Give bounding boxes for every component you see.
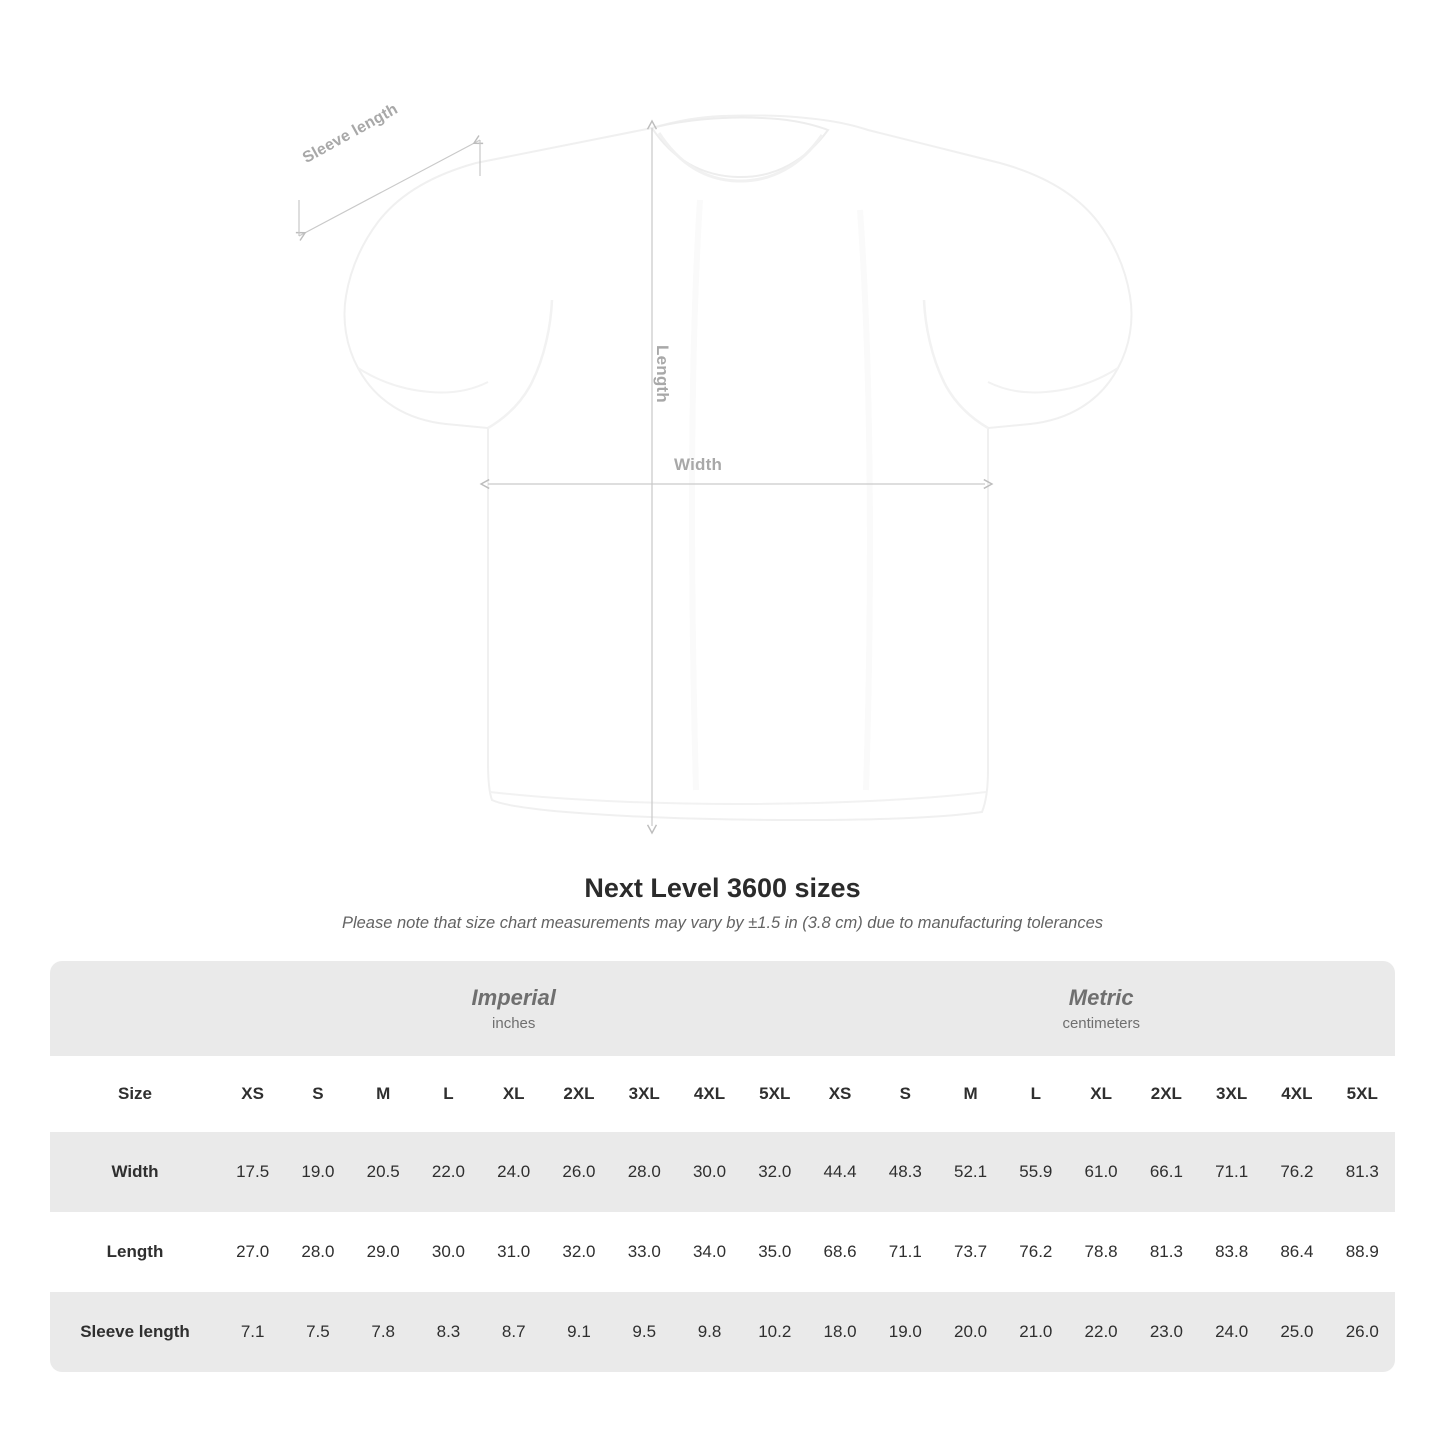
sleeve-m-metric: 20.0 [938,1292,1003,1372]
width-4xl-imperial: 30.0 [677,1132,742,1212]
size-cell-s-imperial: S [285,1056,350,1132]
table-row-sleeve-length [50,1292,1395,1372]
size-cell-s-metric: S [873,1056,938,1132]
size-cell-xl-metric: XL [1068,1056,1133,1132]
size-cell-3xl-metric: 3XL [1199,1056,1264,1132]
sleeve-l-imperial: 8.3 [416,1292,481,1372]
size-header-row [50,1056,1395,1132]
size-cell-2xl-metric: 2XL [1134,1056,1199,1132]
size-cell-3xl-imperial: 3XL [612,1056,677,1132]
sleeve-4xl-metric: 25.0 [1264,1292,1329,1372]
sleeve-5xl-imperial: 10.2 [742,1292,807,1372]
length-l-imperial: 30.0 [416,1212,481,1292]
size-cell-xl-imperial: XL [481,1056,546,1132]
length-m-metric: 73.7 [938,1212,1003,1292]
width-s-metric: 48.3 [873,1132,938,1212]
size-cell-xs-imperial: XS [220,1056,285,1132]
width-s-imperial: 19.0 [285,1132,350,1212]
unit-sub-metric: centimeters [1062,1014,1140,1032]
size-cell-xs-metric: XS [807,1056,872,1132]
row-label-length: Length [50,1212,220,1292]
unit-sub-imperial: inches [492,1014,536,1032]
unit-name-imperial: Imperial [471,985,556,1011]
size-cell-l-metric: L [1003,1056,1068,1132]
width-xs-metric: 44.4 [807,1132,872,1212]
unit-name-metric: Metric [1068,985,1134,1011]
length-label: Length [653,345,672,403]
sleeve-xl-imperial: 8.7 [481,1292,546,1372]
length-xl-imperial: 31.0 [481,1212,546,1292]
width-5xl-metric: 81.3 [1330,1132,1395,1212]
size-cell-2xl-imperial: 2XL [546,1056,611,1132]
length-l-metric: 76.2 [1003,1212,1068,1292]
size-cell-4xl-metric: 4XL [1264,1056,1329,1132]
sleeve-4xl-imperial: 9.8 [677,1292,742,1372]
width-m-imperial: 20.5 [351,1132,416,1212]
sleeve-2xl-imperial: 9.1 [546,1292,611,1372]
title-block [0,873,1445,933]
unit-header-imperial [220,961,807,1056]
sleeve-3xl-imperial: 9.5 [612,1292,677,1372]
row-label-size: Size [50,1056,220,1132]
length-xs-metric: 68.6 [807,1212,872,1292]
sleeve-m-imperial: 7.8 [351,1292,416,1372]
width-4xl-metric: 76.2 [1264,1132,1329,1212]
sleeve-xs-metric: 18.0 [807,1292,872,1372]
row-label-width: Width [50,1132,220,1212]
width-2xl-imperial: 26.0 [546,1132,611,1212]
tolerance-note: Please note that size chart measurements may vary by ±1.5 in (3.8 cm) due to manufacturing tolerances [341,914,1104,932]
sleeve-xl-metric: 22.0 [1068,1292,1133,1372]
width-xl-imperial: 24.0 [481,1132,546,1212]
table-row-width [50,1132,1395,1212]
sleeve-l-metric: 21.0 [1003,1292,1068,1372]
unit-header-row [50,961,1395,1056]
length-xl-metric: 78.8 [1068,1212,1133,1292]
length-m-imperial: 29.0 [351,1212,416,1292]
unit-header-metric [807,961,1395,1056]
size-cell-l-imperial: L [416,1056,481,1132]
size-cell-5xl-imperial: 5XL [742,1056,807,1132]
width-l-imperial: 22.0 [416,1132,481,1212]
width-3xl-metric: 71.1 [1199,1132,1264,1212]
length-4xl-metric: 86.4 [1264,1212,1329,1292]
sleeve-s-metric: 19.0 [873,1292,938,1372]
length-2xl-imperial: 32.0 [546,1212,611,1292]
size-cell-4xl-imperial: 4XL [677,1056,742,1132]
width-label: Width [674,455,723,474]
sleeve-s-imperial: 7.5 [285,1292,350,1372]
length-3xl-imperial: 33.0 [612,1212,677,1292]
row-label-sleeve-length: Sleeve length [50,1292,220,1372]
size-cell-m-imperial: M [351,1056,416,1132]
size-cell-5xl-metric: 5XL [1330,1056,1395,1132]
sleeve-5xl-metric: 26.0 [1330,1292,1395,1372]
table-row-length [50,1212,1395,1292]
size-table-container [50,961,1395,1372]
length-4xl-imperial: 34.0 [677,1212,742,1292]
size-chart-table [50,961,1395,1372]
page-title: Next Level 3600 sizes [584,873,861,903]
tshirt-shape [345,115,1132,820]
width-l-metric: 55.9 [1003,1132,1068,1212]
width-m-metric: 52.1 [938,1132,1003,1212]
length-5xl-imperial: 35.0 [742,1212,807,1292]
size-cell-m-metric: M [938,1056,1003,1132]
length-5xl-metric: 88.9 [1330,1212,1395,1292]
length-s-imperial: 28.0 [285,1212,350,1292]
unit-header-corner [50,961,220,1056]
width-5xl-imperial: 32.0 [742,1132,807,1212]
sleeve-length-label: Sleeve length [300,100,401,167]
length-xs-imperial: 27.0 [220,1212,285,1292]
length-2xl-metric: 81.3 [1134,1212,1199,1292]
width-xs-imperial: 17.5 [220,1132,285,1212]
length-3xl-metric: 83.8 [1199,1212,1264,1292]
sleeve-xs-imperial: 7.1 [220,1292,285,1372]
width-xl-metric: 61.0 [1068,1132,1133,1212]
width-2xl-metric: 66.1 [1134,1132,1199,1212]
width-3xl-imperial: 28.0 [612,1132,677,1212]
sleeve-3xl-metric: 24.0 [1199,1292,1264,1372]
length-s-metric: 71.1 [873,1212,938,1292]
sleeve-2xl-metric: 23.0 [1134,1292,1199,1372]
